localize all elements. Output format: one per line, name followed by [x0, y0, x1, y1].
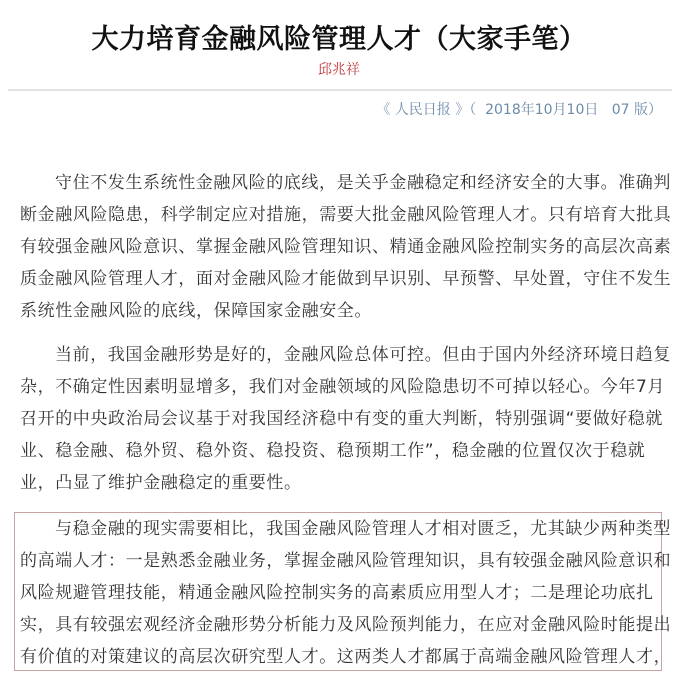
paragraph-3-highlighted: [20, 513, 672, 673]
paragraph-line: 业，凸显了维护金融稳定的重要性。: [20, 473, 302, 493]
article-title: 大力培育金融风险管理人才（大家手笔）: [91, 24, 587, 56]
paragraph-line: 系统性金融风险的底线，保障国家金融安全。: [20, 301, 372, 321]
paragraph-line: 有价值的对策建议的高层次研究型人才。这两类人才都属于高端金融风险管理人才，: [20, 647, 672, 667]
paragraph-2: [20, 339, 671, 499]
paragraph-line: 业、稳金融、稳外贸、稳外资、稳投资、稳预期工作”，稳金融的位置仅次于稳就: [20, 441, 646, 461]
paragraph-1: [20, 167, 672, 327]
paragraph-line: 风险规避管理技能，精通金融风险控制实务的高素质应用型人才；二是理论功底扎: [20, 583, 654, 603]
paragraph-line: 质金融风险管理人才，面对金融风险才能做到早识别、早预警、早处置，守住不发生: [20, 269, 672, 289]
paragraph-line: 召开的中央政治局会议基于对我国经济稳中有变的重大判断，特别强调“要做好稳就: [20, 409, 664, 429]
paragraph-line: 断金融风险隐患，科学制定应对措施，需要大批金融风险管理人才。只有培育大批具: [20, 205, 672, 225]
header-divider: [8, 89, 672, 91]
paragraph-line: 杂，不确定性因素明显增多，我们对金融领域的风险隐患切不可掉以轻心。今年7月: [20, 377, 666, 397]
article-source: 《 人民日报 》（ 2018年10月10日 07 版）: [376, 102, 662, 118]
paragraph-line: 实，具有较强宏观经济金融形势分析能力及风险预判能力，在应对金融风险时能提出: [20, 615, 672, 635]
paragraph-line: 的高端人才：一是熟悉金融业务，掌握金融风险管理知识，具有较强金融风险意识和: [20, 551, 672, 571]
paragraph-line: 有较强金融风险意识、掌握金融风险管理知识、精通金融风险控制实务的高层次高素: [20, 237, 672, 257]
paragraph-line: 守住不发生系统性金融风险的底线，是关乎金融稳定和经济安全的大事。准确判: [55, 173, 671, 193]
article-author[interactable]: 邱兆祥: [318, 62, 360, 78]
paragraph-line: 与稳金融的现实需要相比，我国金融风险管理人才相对匮乏，尤其缺少两种类型: [55, 519, 671, 539]
paragraph-line: 当前，我国金融形势是好的，金融风险总体可控。但由于国内外经济环境日趋复: [55, 345, 671, 365]
